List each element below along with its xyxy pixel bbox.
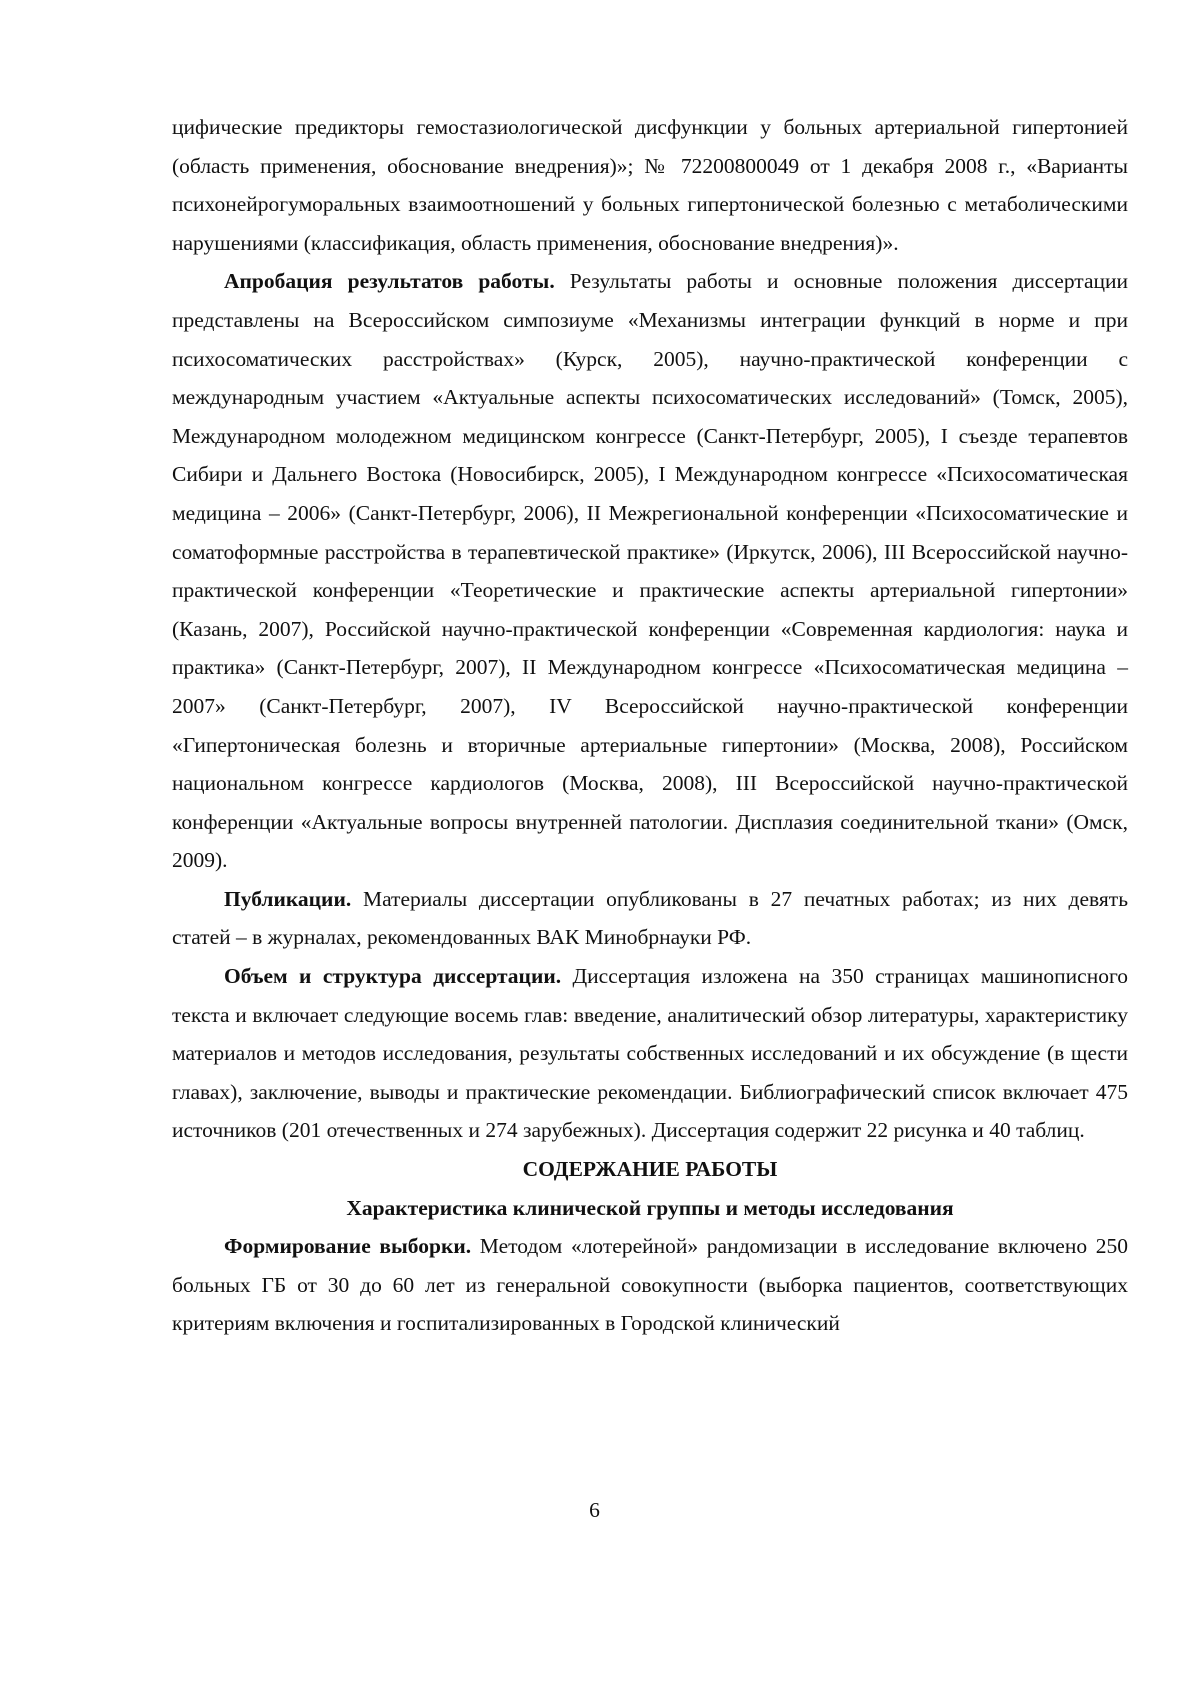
structure-text: Диссертация изложена на 350 страницах машинописного текста и включает следующие восемь глав: введение, аналитический обзор литературы, характеристику материалов и методов исследования, результаты собственных исследований и их обсуждение (в щести главах), заключение, выводы и практические рекомендации. Библиографический список включает 475 источников (201 отечественных и 274 зарубежных). Диссертация содержит 22 рисунка и 40 таблиц.: [172, 964, 1129, 1143]
document-page: [172, 108, 1128, 1343]
structure-heading: Объем и структура диссертации.: [224, 964, 562, 989]
section-title: СОДЕРЖАНИЕ РАБОТЫ: [522, 1157, 778, 1182]
sampling-heading: Формирование выборки.: [224, 1234, 472, 1259]
approbation-text: Результаты работы и основные положения диссертации представлены на Всероссийском симпозиуме «Механизмы интеграции функций в норме и при психосоматических расстройствах» (Курск, 2005), научно-практической конференции с международным участием «Актуальные аспекты психосоматических исследований» (Томск, 2005), Международном молодежном медицинском конгрессе (Санкт-Петербург, 2005), I съезде терапевтов Сибири и Дальнего Востока (Новосибирск, 2005), I Международном конгрессе «Психосоматическая медицина – 2006» (Санкт-Петербург, 2006), II Межрегиональной конференции «Психосоматические и соматоформные расстройства в терапевтической практике» (Иркутск, 2006), III Всероссийской научно-практической конференции «Теоретические и практические аспекты артериальной гипертонии» (Казань, 2007), Российской научно-практической конференции «Современная кардиология: наука и практика» (Санкт-Петербург, 2007), II Международном конгрессе «Психосоматическая медицина – 2007» (Санкт-Петербург, 2007), IV Всероссийской научно-практической конференции «Гипертоническая болезнь и вторичные артериальные гипертонии» (Москва, 2008), Российском национальном конгрессе кардиологов (Москва, 2008), III Всероссийской научно-практической конференции «Актуальные вопросы внутренней патологии. Дисплазия соединительной ткани» (Омск, 2009).: [172, 269, 1128, 873]
approbation-paragraph: [172, 262, 1128, 880]
continuation-text: цифические предикторы гемостазиологической дисфункции у больных артериальной гипертонией (область применения, обоснование внедрения)»; № 72200800049 от 1 декабря 2008 г., «Варианты психонейрогуморальных взаимоотношений у больных гипертонической болезнью с метаболическими нарушениями (классификация, область применения, обоснование внедрения)».: [172, 115, 1128, 255]
publications-paragraph: [172, 880, 1128, 957]
continuation-paragraph: [172, 108, 1128, 262]
sampling-text: Методом «лотерейной» рандомизации в исследование включено 250 больных ГБ от 30 до 60 лет из генеральной совокупности (выборка пациентов, соответствующих критериям включения и госпитализированных в Городской клинический: [172, 1234, 1129, 1336]
structure-paragraph: [172, 957, 1128, 1150]
sampling-paragraph: [172, 1227, 1128, 1343]
subsection-title: Характеристика клинической группы и методы исследования: [346, 1195, 954, 1220]
publications-heading: Публикации.: [224, 886, 352, 911]
approbation-heading: Апробация результатов работы.: [224, 269, 555, 294]
publications-text: Материалы диссертации опубликованы в 27 печатных работах; из них девять статей – в журналах, рекомендованных ВАК Минобрнауки РФ.: [172, 886, 1128, 950]
page-number: 6: [589, 1498, 600, 1522]
